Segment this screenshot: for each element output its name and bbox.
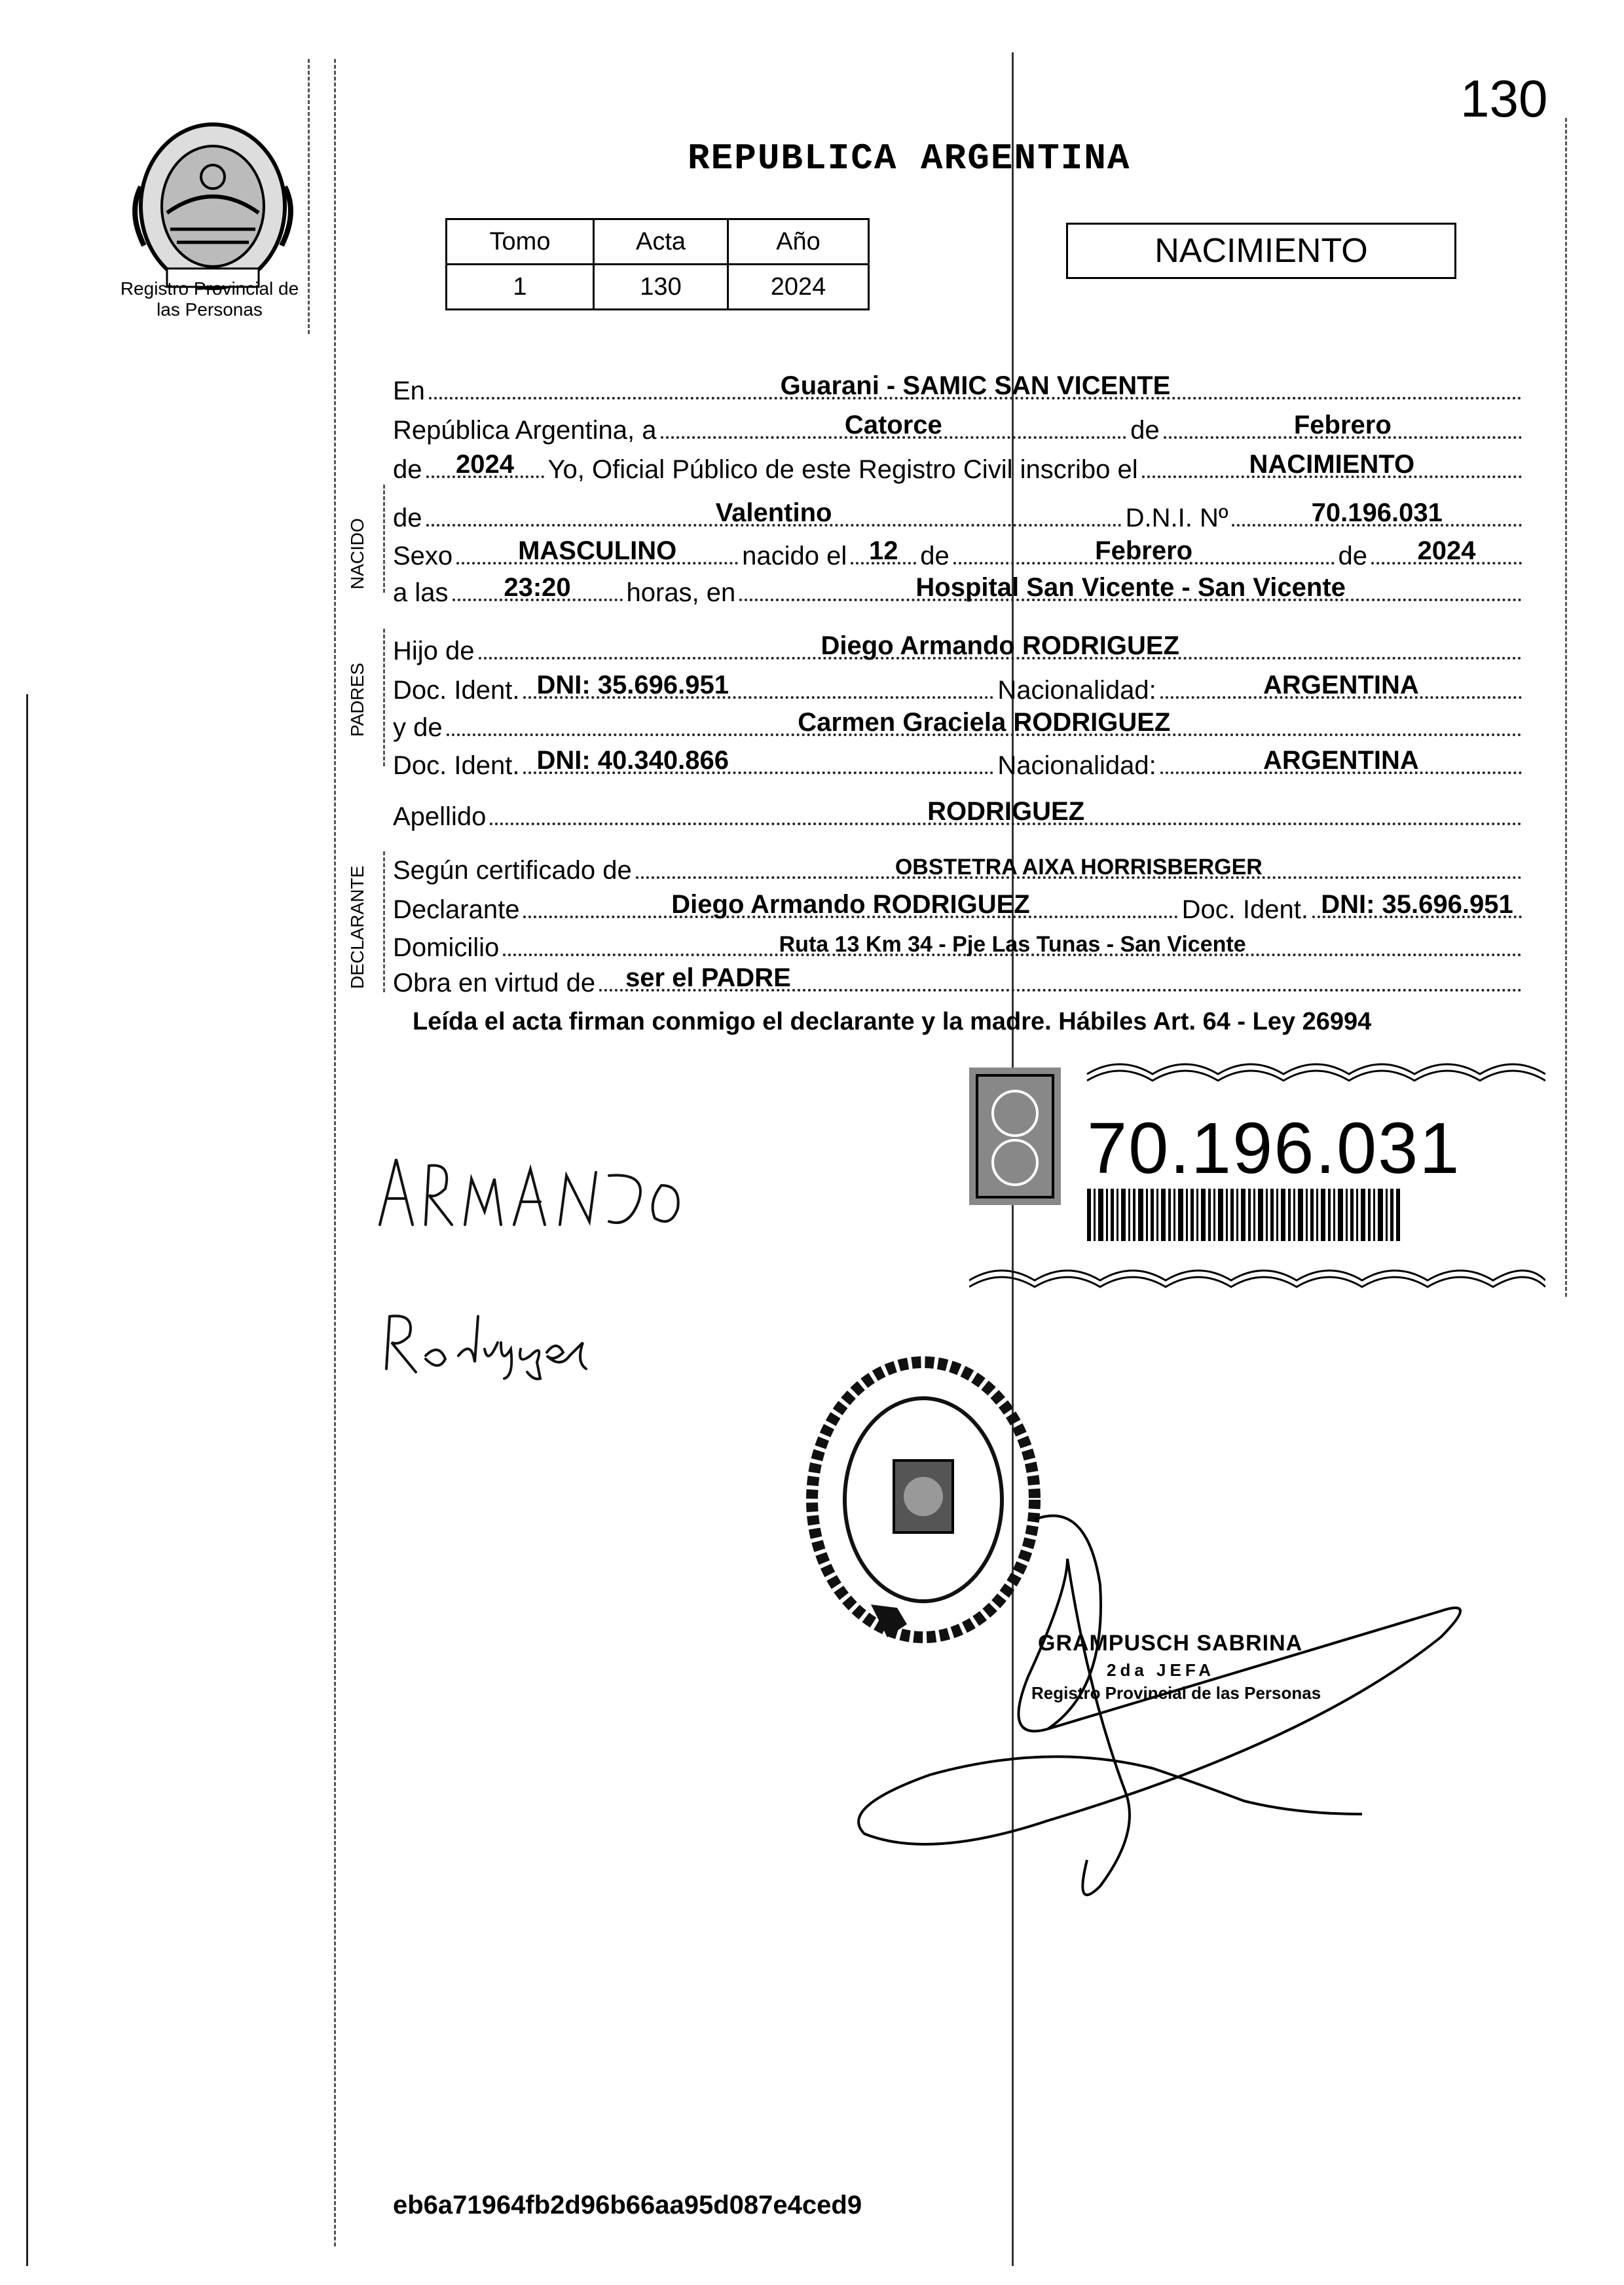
label-madre-nacionalidad: Nacionalidad: xyxy=(997,751,1156,780)
section-rule-nacido xyxy=(383,485,385,593)
line-hora xyxy=(393,567,1526,608)
label-madre-doc: Doc. Ident. xyxy=(393,751,520,780)
month-text-value: Febrero xyxy=(1293,411,1392,439)
stamp-dni-number: 70.196.031 xyxy=(1087,1108,1461,1189)
label-de-nombre: de xyxy=(393,504,422,532)
section-rule-declarante xyxy=(383,851,385,992)
certificate-issuer-value: OBSTETRA AIXA HORRISBERGER xyxy=(895,855,1263,880)
record-kind-value: NACIMIENTO xyxy=(1249,450,1415,479)
birth-hospital-value: Hospital San Vicente - San Vicente xyxy=(915,573,1346,602)
label-obra: Obra en virtud de xyxy=(393,969,596,997)
closing-statement: Leída el acta firman conmigo el declarante y la madre. Hábiles Art. 64 - Ley 26994 xyxy=(413,1008,1372,1035)
side-label-declarante: DECLARANTE xyxy=(347,865,367,989)
label-y-de: y de xyxy=(393,713,443,742)
mother-nationality-value: ARGENTINA xyxy=(1263,746,1419,775)
tomo-header: Tomo xyxy=(447,219,594,265)
line-madre-doc xyxy=(393,740,1526,781)
page-number: 130 xyxy=(1460,69,1548,128)
birth-year-value: 2024 xyxy=(1417,536,1476,565)
side-label-nacido: NACIDO xyxy=(347,518,367,589)
officer-signature xyxy=(851,1493,1480,1919)
side-label-padres: PADRES xyxy=(347,662,367,737)
label-a-las: a las xyxy=(393,578,449,607)
label-declarante-doc: Doc. Ident. xyxy=(1181,895,1308,924)
label-sexo: Sexo xyxy=(393,542,453,570)
capacity-value: ser el PADRE xyxy=(625,963,791,992)
provincia-de-misiones-coat-of-arms-icon xyxy=(121,115,304,298)
label-de-mes: de xyxy=(1130,416,1160,445)
left-margin-rule-short xyxy=(308,59,310,334)
handwritten-surname xyxy=(380,1303,589,1382)
label-horas-en: horas, en xyxy=(626,578,736,607)
acta-table xyxy=(445,218,870,310)
officer-role: 2da JEFA xyxy=(1107,1660,1215,1680)
birth-day-value: 12 xyxy=(869,536,898,565)
label-domicilio: Domicilio xyxy=(393,933,500,962)
record-type-box: NACIMIENTO xyxy=(1066,223,1456,279)
mother-dni-value: DNI: 40.340.866 xyxy=(536,746,729,775)
line-anio-inscripcion xyxy=(393,444,1526,485)
line-obra xyxy=(393,957,1526,998)
birth-time-value: 23:20 xyxy=(504,573,571,602)
declarant-name-value: Diego Armando RODRIGUEZ xyxy=(671,890,1030,919)
label-republica: República Argentina, a xyxy=(393,416,657,445)
label-de-anio-nac: de xyxy=(1338,542,1367,570)
label-hijo-de: Hijo de xyxy=(393,637,475,665)
acta-value: 130 xyxy=(594,265,728,310)
label-padre-doc: Doc. Ident. xyxy=(393,676,520,705)
year-text-value: 2024 xyxy=(456,450,514,479)
father-nationality-value: ARGENTINA xyxy=(1263,671,1419,699)
birth-place-value: Guarani - SAMIC SAN VICENTE xyxy=(780,371,1171,400)
address-value: Ruta 13 Km 34 - Pje Las Tunas - San Vicente xyxy=(779,932,1246,957)
left-margin-rule xyxy=(334,59,336,2246)
label-de-mes-nac: de xyxy=(920,542,950,570)
tomo-value: 1 xyxy=(447,265,594,310)
section-rule-padres xyxy=(383,629,385,766)
sex-value: MASCULINO xyxy=(518,536,677,565)
registry-caption: Registro Provincial de las Personas xyxy=(120,278,299,320)
father-dni-value: DNI: 35.696.951 xyxy=(536,671,729,699)
label-dni: D.N.I. Nº xyxy=(1125,504,1228,532)
document-title: REPUBLICA ARGENTINA xyxy=(688,138,1131,179)
father-name-value: Diego Armando RODRIGUEZ xyxy=(821,631,1179,660)
label-en: En xyxy=(393,377,425,405)
anio-value: 2024 xyxy=(728,265,869,310)
label-nacido-el: nacido el xyxy=(742,542,847,570)
officer-name: GRAMPUSCH SABRINA xyxy=(1038,1631,1303,1656)
label-padre-nacionalidad: Nacionalidad: xyxy=(997,676,1156,705)
mother-name-value: Carmen Graciela RODRIGUEZ xyxy=(798,708,1171,737)
officer-office: Registro Provincial de las Personas xyxy=(1031,1683,1321,1703)
right-margin-rule xyxy=(1565,118,1567,1297)
day-text-value: Catorce xyxy=(844,411,942,439)
document-hash: eb6a71964fb2d96b66aa95d087e4ced9 xyxy=(393,2191,862,2220)
line-apellido xyxy=(393,791,1526,832)
label-apellido: Apellido xyxy=(393,802,487,831)
child-name-value: Valentino xyxy=(715,498,832,527)
barcode-icon xyxy=(1087,1189,1401,1241)
label-de-anio: de xyxy=(393,455,422,484)
acta-header: Acta xyxy=(594,219,728,265)
label-certificado: Según certificado de xyxy=(393,856,632,885)
child-dni-value: 70.196.031 xyxy=(1311,498,1443,527)
anio-header: Año xyxy=(728,219,869,265)
declarant-dni-value: DNI: 35.696.951 xyxy=(1321,890,1513,919)
surname-value: RODRIGUEZ xyxy=(927,797,1085,826)
handwritten-first-name xyxy=(373,1140,688,1238)
label-declarante: Declarante xyxy=(393,895,520,924)
binding-edge xyxy=(26,694,28,2266)
birth-month-value: Febrero xyxy=(1095,536,1193,565)
label-inscribo: Yo, Oficial Público de este Registro Civil inscribo el xyxy=(547,455,1138,484)
